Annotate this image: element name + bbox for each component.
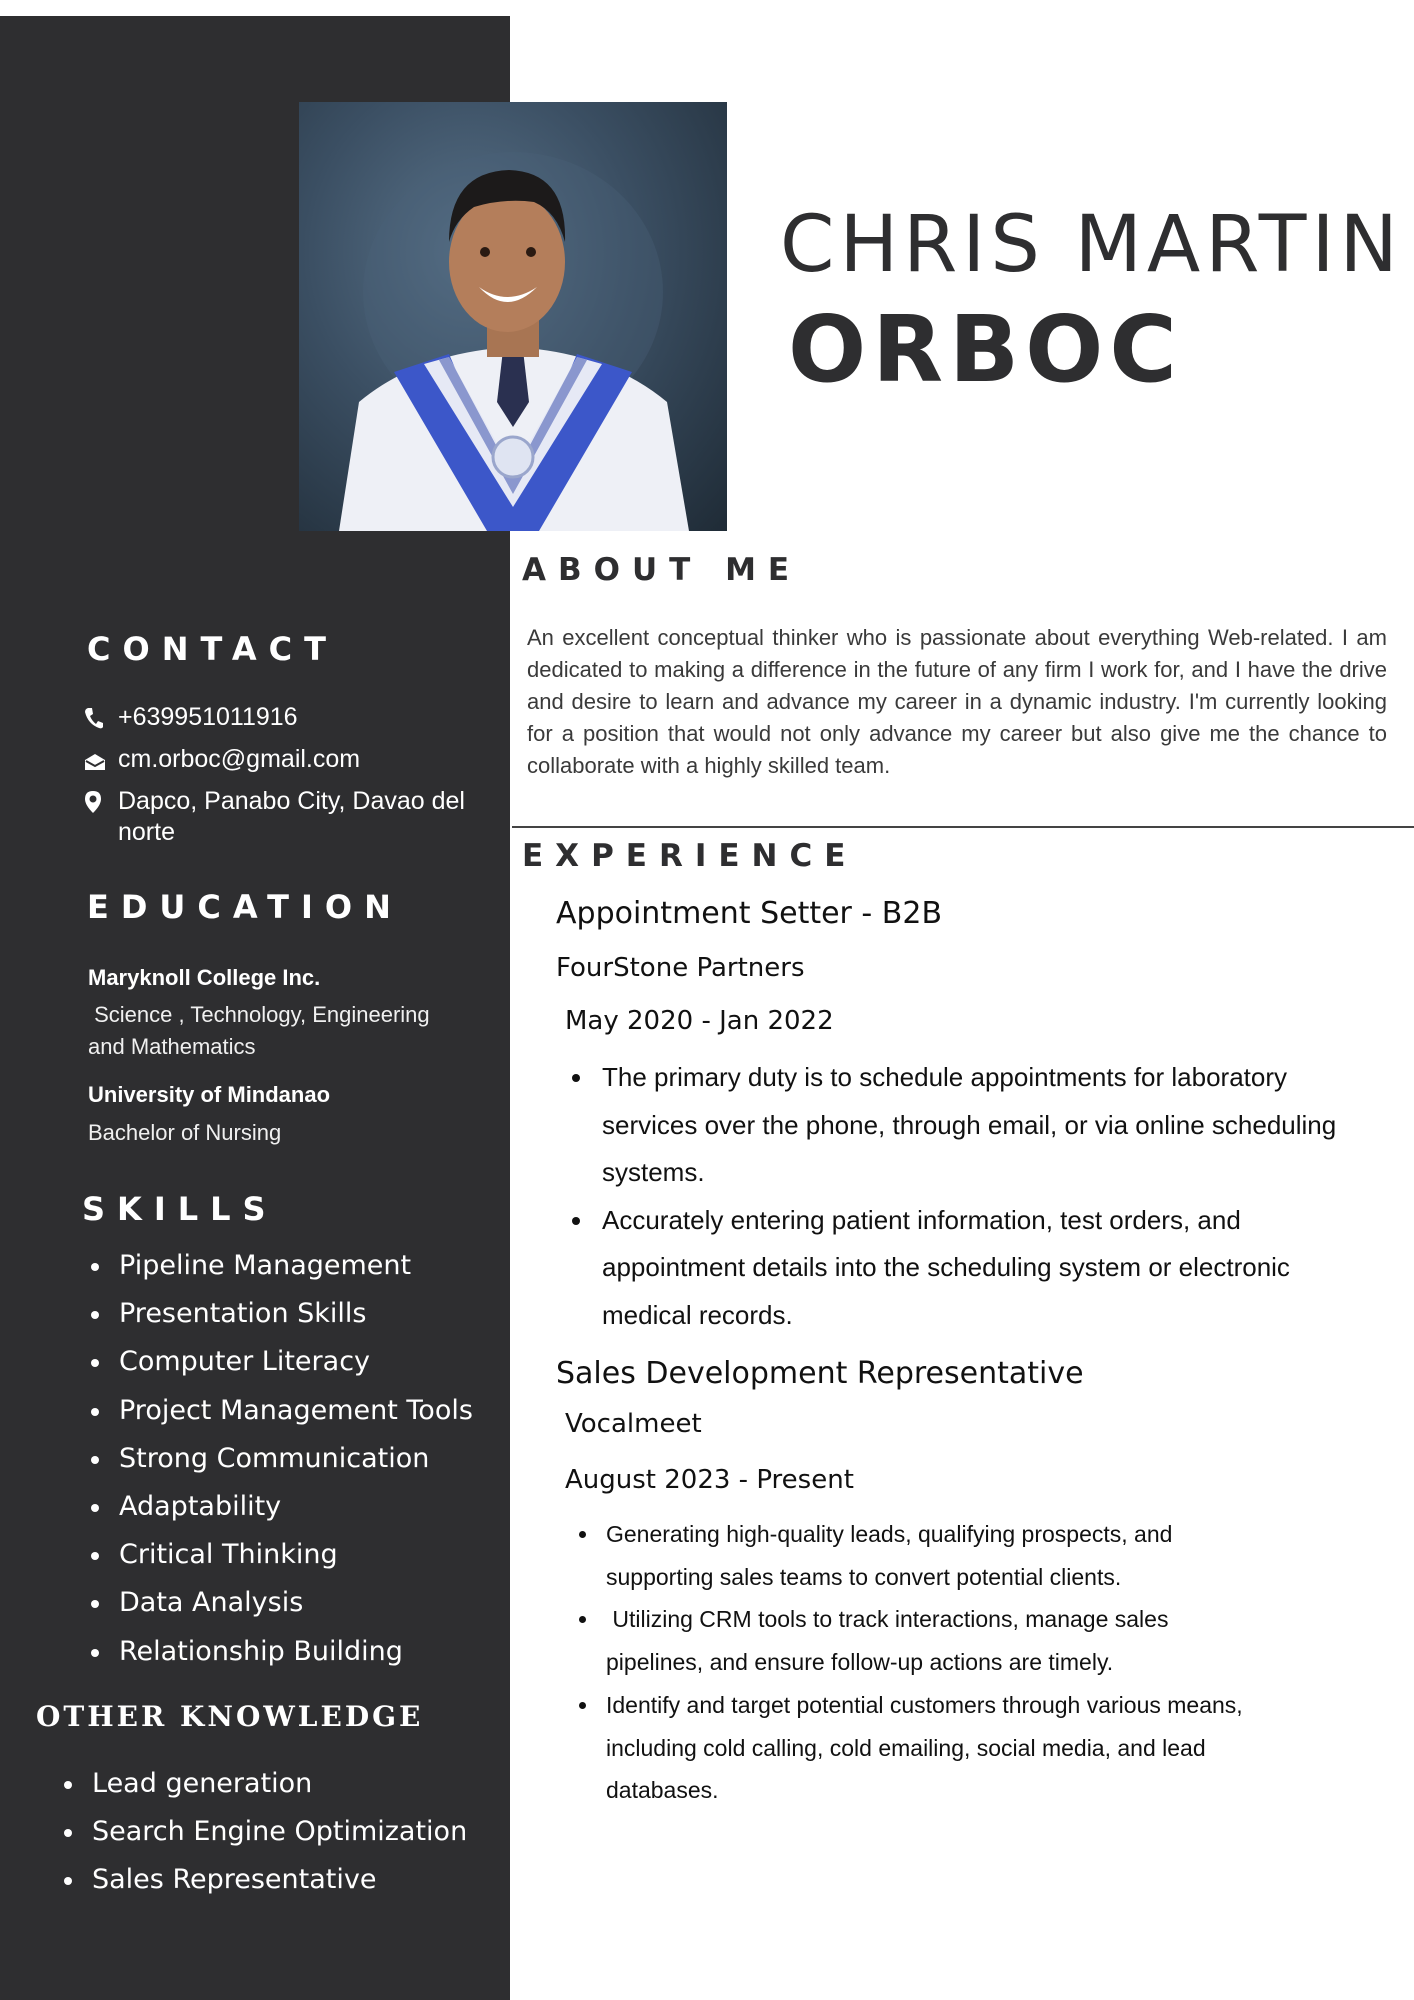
mail-icon [84,744,118,779]
duty-item: Generating high-quality leads, qualifying prospects, and supporting sales teams to convert potential clients. [606,1513,1246,1598]
job-title: Sales Development Representative [556,1356,1084,1391]
knowledge-item: Sales Representative [56,1856,467,1904]
contact-heading: CONTACT [87,630,338,668]
job-title: Appointment Setter - B2B [556,896,943,931]
skill-item: Data Analysis [83,1579,473,1627]
contact-address [84,786,484,848]
job-dates: August 2023 - Present [565,1465,854,1495]
education-school: University of Mindanao [88,1082,331,1107]
contact-phone[interactable] [84,702,298,737]
knowledge-item: Search Engine Optimization [56,1808,467,1856]
about-text: An excellent conceptual thinker who is passionate about everything Web-related. I am dedicated to making a difference in the future of any firm I work for, and I have the drive and desire to learn and advance my career in a dynamic industry. I'm currently looking for a position that would not only advance my career but also give me the chance to collaborate with a highly skilled team. [527,625,1387,778]
first-name: CHRIS MARTIN [780,200,1403,290]
contact-email[interactable] [84,744,360,779]
skill-item: Pipeline Management [83,1242,473,1290]
skill-item: Critical Thinking [83,1531,473,1579]
skill-item: Computer Literacy [83,1338,473,1386]
education-detail: Bachelor of Nursing [88,1120,282,1145]
job-duties-list [602,1054,1342,1339]
experience-heading: EXPERIENCE [522,838,858,874]
last-name: ORBOC [788,296,1183,403]
skill-item: Presentation Skills [83,1290,473,1338]
duty-item: The primary duty is to schedule appointments for laboratory services over the phone, through email, or via online scheduling systems. [602,1054,1342,1197]
job-dates: May 2020 - Jan 2022 [565,1006,834,1036]
job-duties-list [606,1513,1250,1812]
duty-item: Identify and target potential customers through various means, including cold calling, cold emailing, social media, and lead databases. [606,1684,1246,1812]
section-divider [512,826,1414,828]
other-knowledge-list [56,1760,467,1905]
phone-icon [84,702,118,737]
skill-item: Adaptability [83,1483,473,1531]
skill-item: Project Management Tools [83,1387,473,1435]
skill-item: Strong Communication [83,1435,473,1483]
duty-item: Accurately entering patient information, test orders, and appointment details into the scheduling system or electronic medical records. [602,1197,1342,1340]
knowledge-item: Lead generation [56,1760,467,1808]
skills-heading: SKILLS [82,1190,278,1228]
education-detail: Science , Technology, Engineering and Mathematics [88,1002,436,1059]
duty-item: Utilizing CRM tools to track interactions, manage sales pipelines, and ensure follow-up actions are timely. [606,1598,1246,1683]
address-text: Dapco, Panabo City, Davao del norte [118,787,465,846]
skills-list [83,1242,473,1676]
profile-photo [299,102,727,531]
phone-text: +639951011916 [118,703,298,731]
education-heading: EDUCATION [87,888,403,926]
education-school: Maryknoll College Inc. [88,965,321,990]
skill-item: Relationship Building [83,1628,473,1676]
email-text: cm.orboc@gmail.com [118,745,361,773]
job-company: Vocalmeet [565,1409,702,1439]
location-pin-icon [84,786,118,822]
other-knowledge-heading: OTHER KNOWLEDGE [36,1700,424,1733]
about-heading: ABOUT ME [522,552,802,588]
job-company: FourStone Partners [556,953,805,983]
